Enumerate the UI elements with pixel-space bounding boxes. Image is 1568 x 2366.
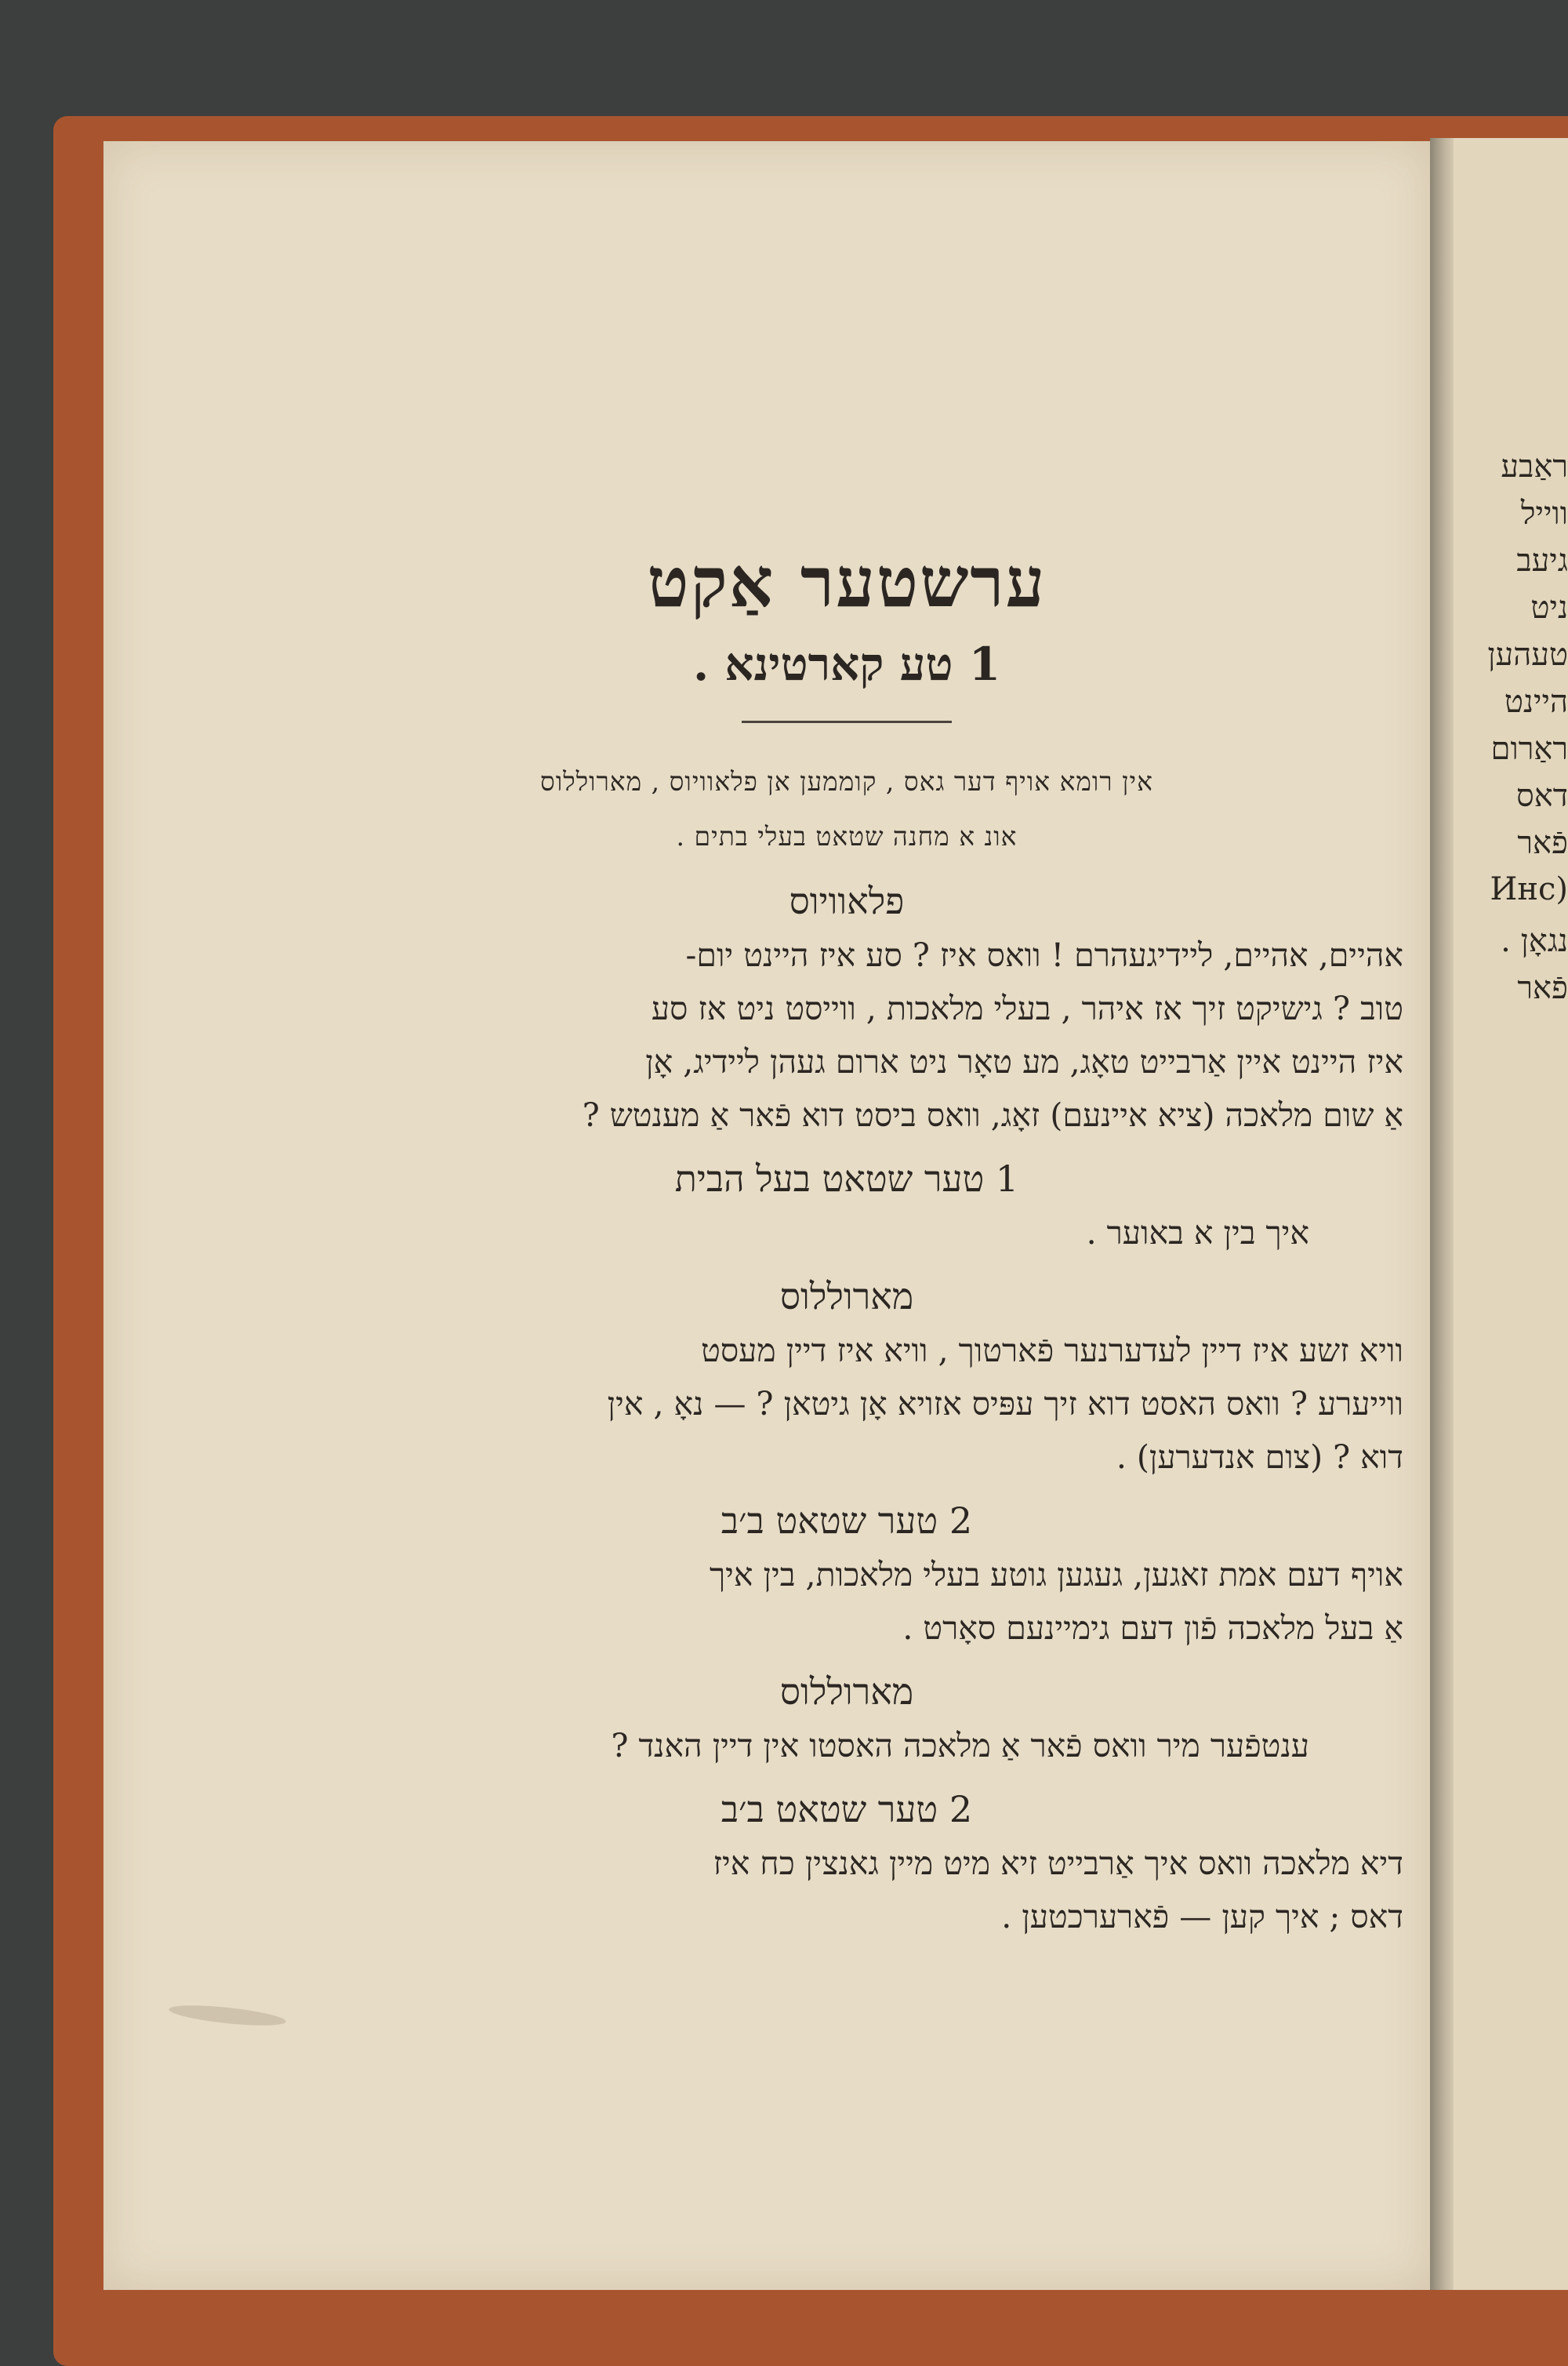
- facing-page-fragment: פֿאר: [1517, 825, 1568, 861]
- facing-page-fragment: טעהען: [1487, 637, 1568, 673]
- dialogue-line: אהיים, אהיים, ליידיגעהרם ! וואס איז ? סע איז היינט יום-: [685, 936, 1403, 974]
- facing-page-fragment: (Инс: [1490, 871, 1568, 907]
- divider: [742, 721, 952, 723]
- dialogue-line: איז היינט איין אַרבייט טאָג, מע טאָר ניט ארום געהן ליידיג, אָן: [645, 1043, 1403, 1081]
- dialogue-line: אַ בעל מלאכה פֿון דעם גימיינעם סאָרט .: [902, 1609, 1403, 1647]
- dialogue-line: אויף דעם אמת זאגען, געגען גוטע בעלי מלאכות, בין איך: [710, 1556, 1403, 1594]
- dialogue-line: ענטפֿער מיר וואס פֿאר אַ מלאכה האסטו אין דיין האנד ?: [611, 1727, 1309, 1765]
- facing-page-fragment: ראַרום: [1490, 731, 1568, 767]
- facing-page-fragment: נגאָן .: [1501, 923, 1568, 959]
- dialogue-line: טוב ? גישיקט זיך אז איהר , בעלי מלאכות , ווייסט ניט אז סע: [651, 990, 1403, 1027]
- page-gutter: [1430, 138, 1454, 2290]
- stage-direction: [290, 754, 1403, 864]
- speaker-name: 2 טער שטאט ב׳ב: [720, 1788, 973, 1830]
- facing-page-fragment: היינט: [1504, 684, 1568, 720]
- speaker-name: 2 טער שטאט ב׳ב: [720, 1499, 973, 1542]
- dialogue-line: איך בין א באוער .: [1086, 1214, 1309, 1252]
- facing-page-fragment: דאס: [1516, 778, 1568, 814]
- dialogue-line: וויא זשע איז דיין לעדערנער פֿארטוך , וויא איז דיין מעסט: [701, 1332, 1403, 1369]
- facing-page-fragment: ראַבע: [1501, 449, 1568, 485]
- dialogue-line: ווייערע ? וואס האסט דוא זיך עפּיס אזויא אָן גיטאן ? — נאָ , אין: [607, 1385, 1403, 1423]
- act-title: ערשטער אַקט: [647, 541, 1047, 623]
- stage-direction-line: אין רומא אויף דער גאס , קוממען אן פלאוויוס , מארוללוס: [540, 766, 1153, 797]
- facing-page-edge: [1454, 138, 1568, 2290]
- page-content: [290, 541, 1403, 1943]
- speaker-name: 1 טער שטאט בעל הבית: [674, 1158, 1019, 1200]
- scene-title: 1 טע קארטינא .: [692, 638, 1001, 691]
- speaker-name: מארוללוס: [779, 1275, 914, 1317]
- dialogue-line: דיא מלאכה וואס איך אַרבייט זיא מיט מיין גאנצין כח איז: [713, 1844, 1403, 1882]
- dialogue-line: אַ שום מלאכה (ציא איינעם) זאָג, וואס ביסט דוא פֿאר אַ מענטש ?: [582, 1096, 1403, 1134]
- facing-page-fragment: פֿאר: [1517, 970, 1568, 1006]
- dialogue-line: דאס ; איך קען — פֿארערכטען .: [1001, 1898, 1403, 1935]
- facing-page-fragment: גיעב: [1516, 543, 1568, 579]
- facing-page-fragment: ניט: [1530, 590, 1568, 626]
- speaker-name: מארוללוס: [779, 1670, 914, 1713]
- facing-page-fragment: ווייל: [1520, 496, 1568, 532]
- stage-direction-line: אונ א מחנה שטאט בעלי בתים .: [676, 821, 1018, 852]
- dialogue-line: דוא ? (צום אנדערען) .: [1116, 1438, 1403, 1476]
- speaker-name: פלאוויוס: [789, 880, 905, 922]
